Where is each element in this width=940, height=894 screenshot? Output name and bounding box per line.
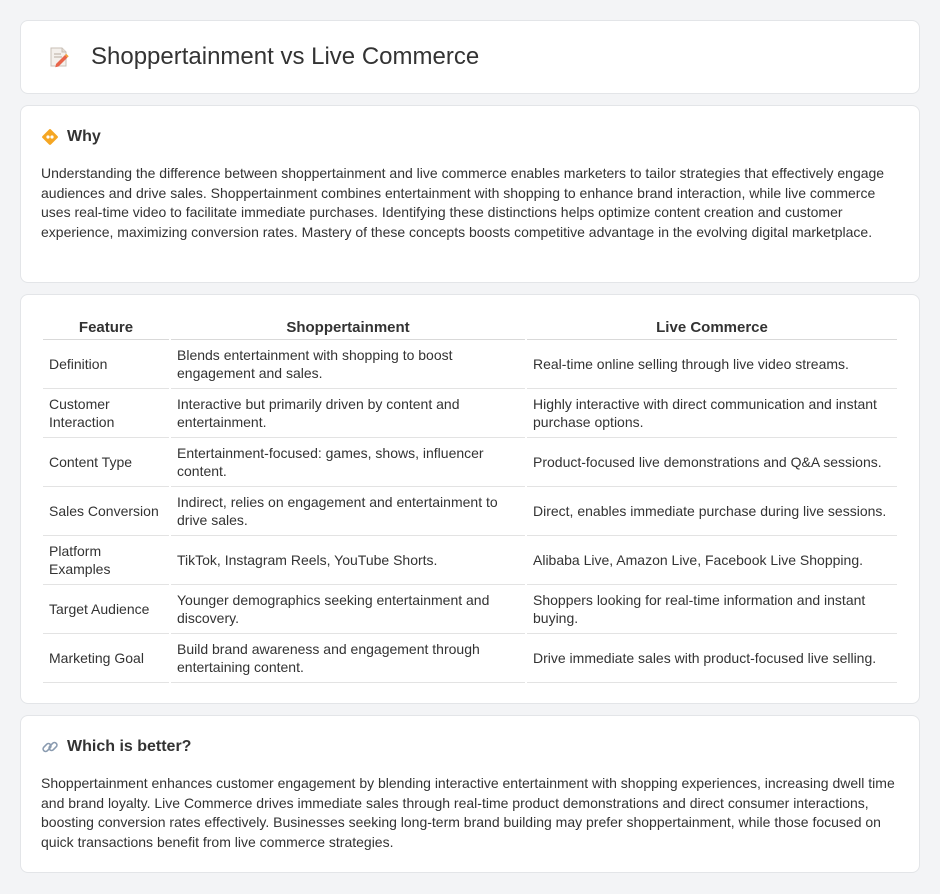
- live-commerce-cell: Highly interactive with direct communication and instant purchase options.: [527, 389, 897, 438]
- feature-cell: Definition: [43, 340, 169, 389]
- live-commerce-cell: Shoppers looking for real-time information and instant buying.: [527, 585, 897, 634]
- table-row: [43, 536, 897, 585]
- live-commerce-cell: Real-time online selling through live video streams.: [527, 340, 897, 389]
- table-row: [43, 634, 897, 683]
- table-row: [43, 487, 897, 536]
- shoppertainment-cell: Younger demographics seeking entertainment and discovery.: [171, 585, 525, 634]
- feature-cell: Customer Interaction: [43, 389, 169, 438]
- better-heading: Which is better?: [67, 738, 192, 755]
- table-row: [43, 389, 897, 438]
- why-text: Understanding the difference between shoppertainment and live commerce enables marketers to tailor strategies that effectively engage audiences and drive sales. Shoppertainment combines entertainment with shopping to enhance brand interaction, while live commerce uses real-time video to facilitate immediate purchases. Identifying these distinctions helps optimize content creation and customer experience, maximizing conversion rates. Mastery of these concepts boosts competitive advantage in the evolving digital marketplace.: [41, 165, 885, 240]
- live-commerce-cell: Direct, enables immediate purchase during live sessions.: [527, 487, 897, 536]
- shoppertainment-cell: Build brand awareness and engagement through entertaining content.: [171, 634, 525, 683]
- page-title: Shoppertainment vs Live Commerce: [91, 43, 480, 70]
- comparison-table: [41, 315, 899, 683]
- header-feature: Feature: [43, 315, 169, 340]
- feature-cell: Content Type: [43, 438, 169, 487]
- better-text: Shoppertainment enhances customer engagement by blending interactive entertainment with shopping experiences, increasing dwell time and brand loyalty. Live Commerce drives immediate sales through real-time product demonstrations and direct consumer interactions, boosting conversion rates effectively. Businesses seeking long-term brand building may prefer shoppertainment, while those focused on quick transactions benefit from live commerce strategies.: [41, 775, 895, 850]
- table-header-row: [43, 315, 897, 340]
- comparison-section: [20, 294, 920, 704]
- why-heading: Why: [67, 128, 101, 145]
- header-live-commerce: Live Commerce: [527, 315, 897, 340]
- feature-cell: Target Audience: [43, 585, 169, 634]
- shoppertainment-cell: TikTok, Instagram Reels, YouTube Shorts.: [171, 536, 525, 585]
- live-commerce-cell: Alibaba Live, Amazon Live, Facebook Live Shopping.: [527, 536, 897, 585]
- feature-cell: Platform Examples: [43, 536, 169, 585]
- header-shoppertainment: Shoppertainment: [171, 315, 525, 340]
- live-commerce-cell: Drive immediate sales with product-focused live selling.: [527, 634, 897, 683]
- table-row: [43, 585, 897, 634]
- shoppertainment-cell: Blends entertainment with shopping to boost engagement and sales.: [171, 340, 525, 389]
- feature-cell: Marketing Goal: [43, 634, 169, 683]
- live-commerce-cell: Product-focused live demonstrations and Q&A sessions.: [527, 438, 897, 487]
- title-card: [20, 20, 920, 94]
- shoppertainment-cell: Indirect, relies on engagement and entertainment to drive sales.: [171, 487, 525, 536]
- shoppertainment-cell: Interactive but primarily driven by content and entertainment.: [171, 389, 525, 438]
- why-section: [20, 105, 920, 283]
- table-row: [43, 438, 897, 487]
- document-pencil-icon: [47, 45, 71, 69]
- table-row: [43, 340, 897, 389]
- feature-cell: Sales Conversion: [43, 487, 169, 536]
- shoppertainment-cell: Entertainment-focused: games, shows, influencer content.: [171, 438, 525, 487]
- which-is-better-section: [20, 715, 920, 873]
- diamond-sign-icon: [41, 128, 59, 146]
- link-icon: [41, 738, 59, 756]
